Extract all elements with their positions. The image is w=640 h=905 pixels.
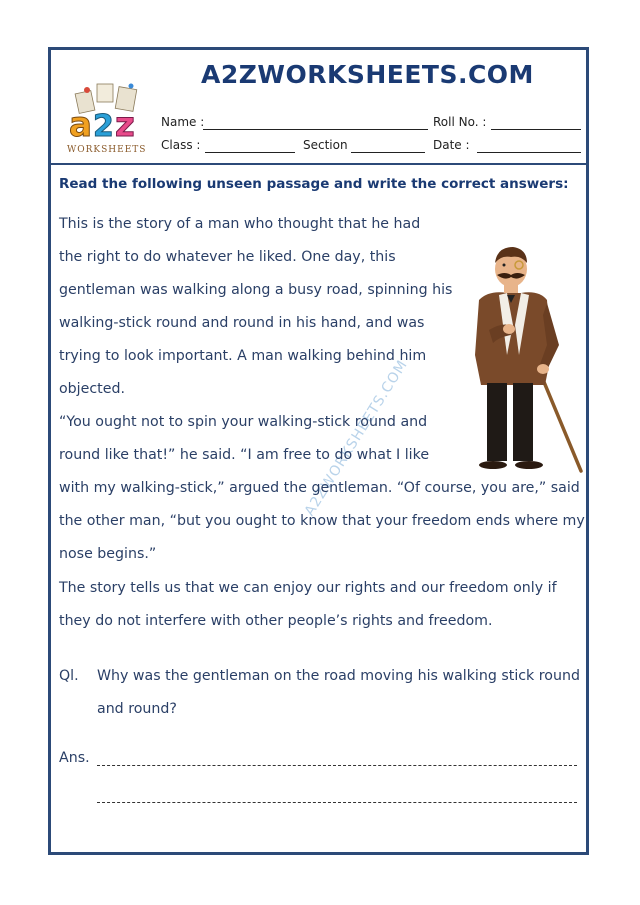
passage-line: This is the story of a man who thought that he had bbox=[59, 216, 421, 232]
instruction-text: Read the following unseen passage and write the correct answers: bbox=[59, 176, 569, 192]
class-field[interactable] bbox=[205, 152, 295, 153]
passage-line: objected. bbox=[59, 381, 125, 397]
class-label: Class : bbox=[161, 138, 201, 152]
svg-text:a: a bbox=[69, 105, 92, 145]
worksheet-frame bbox=[48, 47, 589, 855]
passage-line: trying to look important. A man walking behind him bbox=[59, 348, 427, 364]
passage-line: the right to do whatever he liked. One day, this bbox=[59, 249, 396, 265]
passage-line: gentleman was walking along a busy road, spinning his bbox=[59, 282, 453, 298]
roll-no-label: Roll No. : bbox=[433, 115, 487, 129]
section-label: Section bbox=[303, 138, 348, 152]
site-title: A2ZWORKSHEETS.COM bbox=[201, 60, 534, 89]
question-number: Ql. bbox=[59, 668, 79, 684]
svg-text:WORKSHEETS: WORKSHEETS bbox=[67, 145, 147, 155]
question-text-line2: and round? bbox=[97, 701, 177, 717]
passage-line: walking-stick round and round in his hand, and was bbox=[59, 315, 425, 331]
date-field[interactable] bbox=[477, 152, 581, 153]
name-field[interactable] bbox=[203, 129, 428, 130]
passage-line: they do not interfere with other people’s rights and freedom. bbox=[59, 613, 493, 629]
svg-text:z: z bbox=[115, 105, 135, 145]
section-field[interactable] bbox=[351, 152, 425, 153]
a2z-logo bbox=[59, 78, 159, 158]
name-label: Name : bbox=[161, 115, 205, 129]
passage-line: The story tells us that we can enjoy our rights and our freedom only if bbox=[59, 580, 557, 596]
question-text-line1: Why was the gentleman on the road moving his walking stick round bbox=[97, 668, 580, 684]
passage-line: “You ought not to spin your walking-stick round and bbox=[59, 414, 428, 430]
passage-line: round like that!” he said. “I am free to do what I like bbox=[59, 447, 430, 463]
passage-line: nose begins.” bbox=[59, 546, 157, 562]
watermark: A2ZWORKSHEETS.COM bbox=[301, 357, 412, 519]
gentleman-illustration bbox=[459, 245, 587, 477]
answer-line-1[interactable] bbox=[97, 765, 577, 766]
worksheet-header bbox=[51, 50, 586, 165]
passage-line: the other man, “but you ought to know that your freedom ends where my bbox=[59, 513, 585, 529]
answer-label: Ans. bbox=[59, 750, 90, 766]
date-label: Date : bbox=[433, 138, 470, 152]
roll-no-field[interactable] bbox=[491, 129, 581, 130]
passage-line: with my walking-stick,” argued the gentleman. “Of course, you are,” said bbox=[59, 480, 580, 496]
answer-line-2[interactable] bbox=[97, 802, 577, 803]
svg-text:2: 2 bbox=[93, 109, 114, 144]
